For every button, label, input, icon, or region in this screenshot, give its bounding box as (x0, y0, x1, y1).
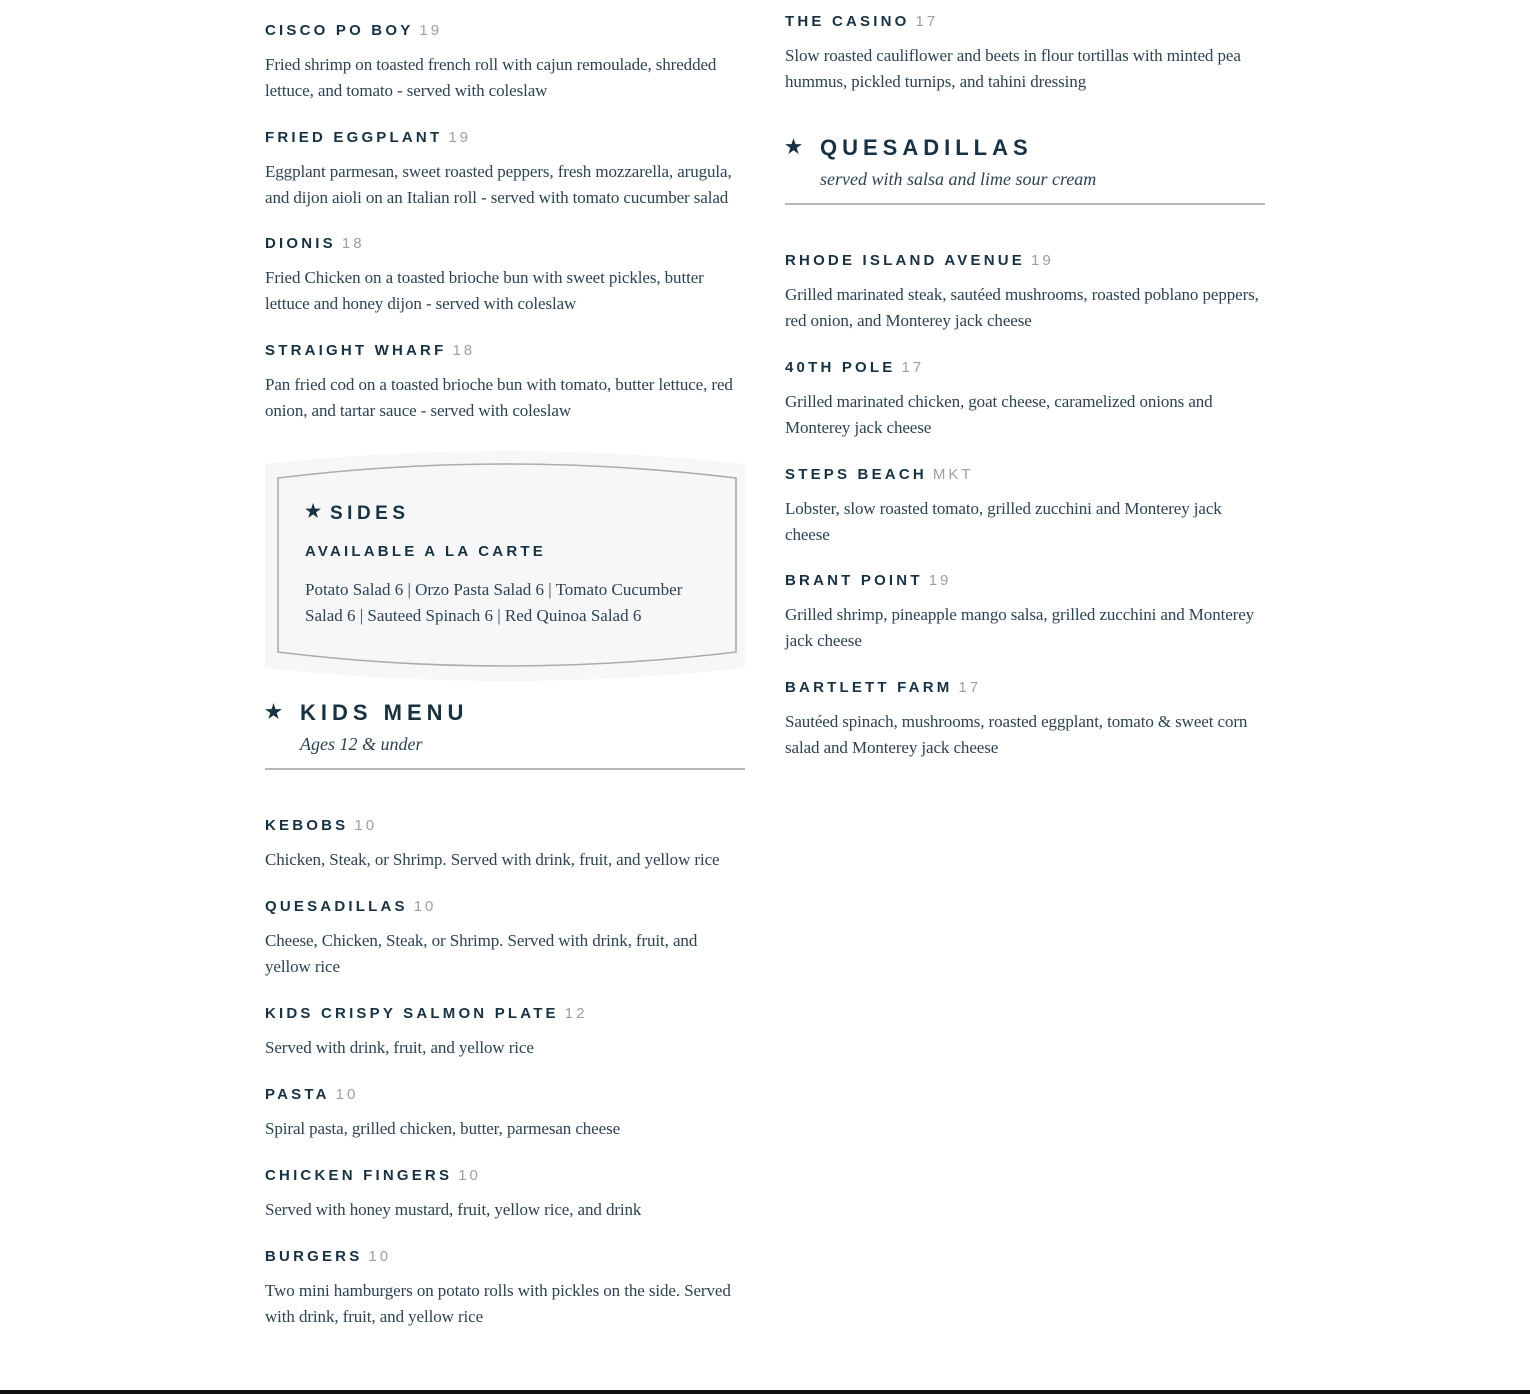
sides-title: ★ SIDES (305, 501, 410, 524)
menu-item-pasta (265, 1086, 745, 1142)
item-name: THE CASINO (785, 13, 910, 30)
item-description: Sautéed spinach, mushrooms, roasted eggplant, tomato & sweet corn salad and Monterey jack cheese (785, 712, 1248, 757)
item-price: 10 (458, 1167, 481, 1184)
item-price: 19 (448, 129, 471, 146)
item-name: CISCO PO BOY (265, 22, 414, 39)
item-description: Served with drink, fruit, and yellow rice (265, 1038, 534, 1057)
item-description: Grilled marinated chicken, goat cheese, caramelized onions and Monterey jack cheese (785, 392, 1213, 437)
item-name: KIDS CRISPY SALMON PLATE (265, 1005, 559, 1022)
item-description: Fried Chicken on a toasted brioche bun with sweet pickles, butter lettuce and honey dijon - served with coleslaw (265, 268, 704, 313)
item-price: 10 (368, 1248, 392, 1265)
item-name: QUESADILLAS (265, 898, 408, 915)
item-name: STEPS BEACH (785, 466, 927, 483)
item-description: Grilled marinated steak, sautéed mushrooms, roasted poblano peppers, red onion, and Monterey jack cheese (785, 285, 1259, 330)
section-title: ★ KIDS MENU (265, 700, 469, 725)
menu-item-brant-point (785, 572, 1265, 653)
item-name: BARTLETT FARM (785, 679, 953, 696)
item-price: 10 (354, 817, 378, 834)
item-description: Pan fried cod on a toasted brioche bun with tomato, butter lettuce, red onion, and tartar sauce - served with coleslaw (265, 375, 733, 420)
item-name: CHICKEN FINGERS (265, 1167, 453, 1184)
menu-item-kebobs (265, 817, 745, 873)
item-name: FRIED EGGPLANT (265, 129, 443, 146)
section-title: ★ QUESADILLAS (785, 135, 1033, 160)
menu-item-straight-wharf (265, 342, 745, 423)
item-price: 17 (915, 13, 939, 30)
item-description: Spiral pasta, grilled chicken, butter, parmesan cheese (265, 1119, 621, 1138)
menu-item-cisco-po-boy (265, 22, 745, 103)
item-price: 17 (901, 359, 925, 376)
section-subtitle: Ages 12 & under (300, 734, 423, 754)
item-name: RHODE ISLAND AVENUE (785, 252, 1025, 269)
item-price: 19 (419, 22, 443, 39)
item-price: 19 (928, 572, 952, 589)
item-description: Lobster, slow roasted tomato, grilled zucchini and Monterey jack cheese (785, 499, 1222, 544)
item-description: Chicken, Steak, or Shrimp. Served with drink, fruit, and yellow rice (265, 850, 720, 869)
menu-item-steps-beach (785, 466, 1265, 547)
item-price: MKT (932, 466, 974, 483)
item-name: KEBOBS (265, 817, 349, 834)
item-name: DIONIS (265, 235, 336, 252)
kids-menu-header (265, 700, 745, 756)
menu-item-rhode-island-avenue (785, 252, 1265, 333)
menu-item-fried-eggplant (265, 129, 745, 210)
section-divider (265, 768, 745, 770)
item-description: Slow roasted cauliflower and beets in flour tortillas with minted pea hummus, pickled turnips, and tahini dressing (785, 46, 1241, 91)
sides-list: Potato Salad 6 | Orzo Pasta Salad 6 | Tomato Cucumber Salad 6 | Sauteed Spinach 6 | Red Quinoa Salad 6 (305, 580, 683, 625)
menu-item-kids-quesadillas (265, 898, 745, 979)
sides-subtitle: AVAILABLE A LA CARTE (305, 543, 546, 560)
item-price: 10 (335, 1086, 359, 1103)
menu-item-burgers (265, 1248, 745, 1329)
item-description: Cheese, Chicken, Steak, or Shrimp. Served with drink, fruit, and yellow rice (265, 931, 698, 976)
item-name: STRAIGHT WHARF (265, 342, 447, 359)
item-description: Fried shrimp on toasted french roll with cajun remoulade, shredded lettuce, and tomato - served with coleslaw (265, 55, 717, 100)
item-price: 12 (564, 1005, 588, 1022)
item-name: 40TH POLE (785, 359, 896, 376)
bottom-edge-bar (0, 1390, 1530, 1394)
section-subtitle: served with salsa and lime sour cream (820, 169, 1097, 189)
menu-item-dionis (265, 235, 745, 316)
menu-item-chicken-fingers (265, 1167, 745, 1223)
star-icon: ★ (785, 137, 803, 158)
menu-item-the-casino (785, 13, 1265, 94)
quesadillas-header (785, 135, 1265, 191)
item-description: Two mini hamburgers on potato rolls with pickles on the side. Served with drink, fruit, and yellow rice (265, 1281, 731, 1326)
item-name: BRANT POINT (785, 572, 923, 589)
item-price: 18 (341, 235, 365, 252)
item-description: Served with honey mustard, fruit, yellow rice, and drink (265, 1200, 642, 1219)
item-price: 10 (413, 898, 437, 915)
item-price: 18 (452, 342, 476, 359)
menu-item-40th-pole (785, 359, 1265, 440)
section-divider (785, 203, 1265, 205)
star-icon: ★ (265, 702, 283, 723)
star-icon: ★ (305, 501, 322, 521)
item-description: Eggplant parmesan, sweet roasted peppers, fresh mozzarella, arugula, and dijon aioli on an Italian roll - served with tomato cucumber salad (265, 162, 732, 207)
menu-item-bartlett-farm (785, 679, 1265, 760)
item-price: 19 (1030, 252, 1054, 269)
item-description: Grilled shrimp, pineapple mango salsa, grilled zucchini and Monterey jack cheese (785, 605, 1255, 650)
item-price: 17 (958, 679, 982, 696)
item-name: BURGERS (265, 1248, 363, 1265)
menu-item-kids-crispy-salmon (265, 1005, 745, 1061)
sides-box (265, 450, 745, 682)
item-name: PASTA (265, 1086, 330, 1103)
